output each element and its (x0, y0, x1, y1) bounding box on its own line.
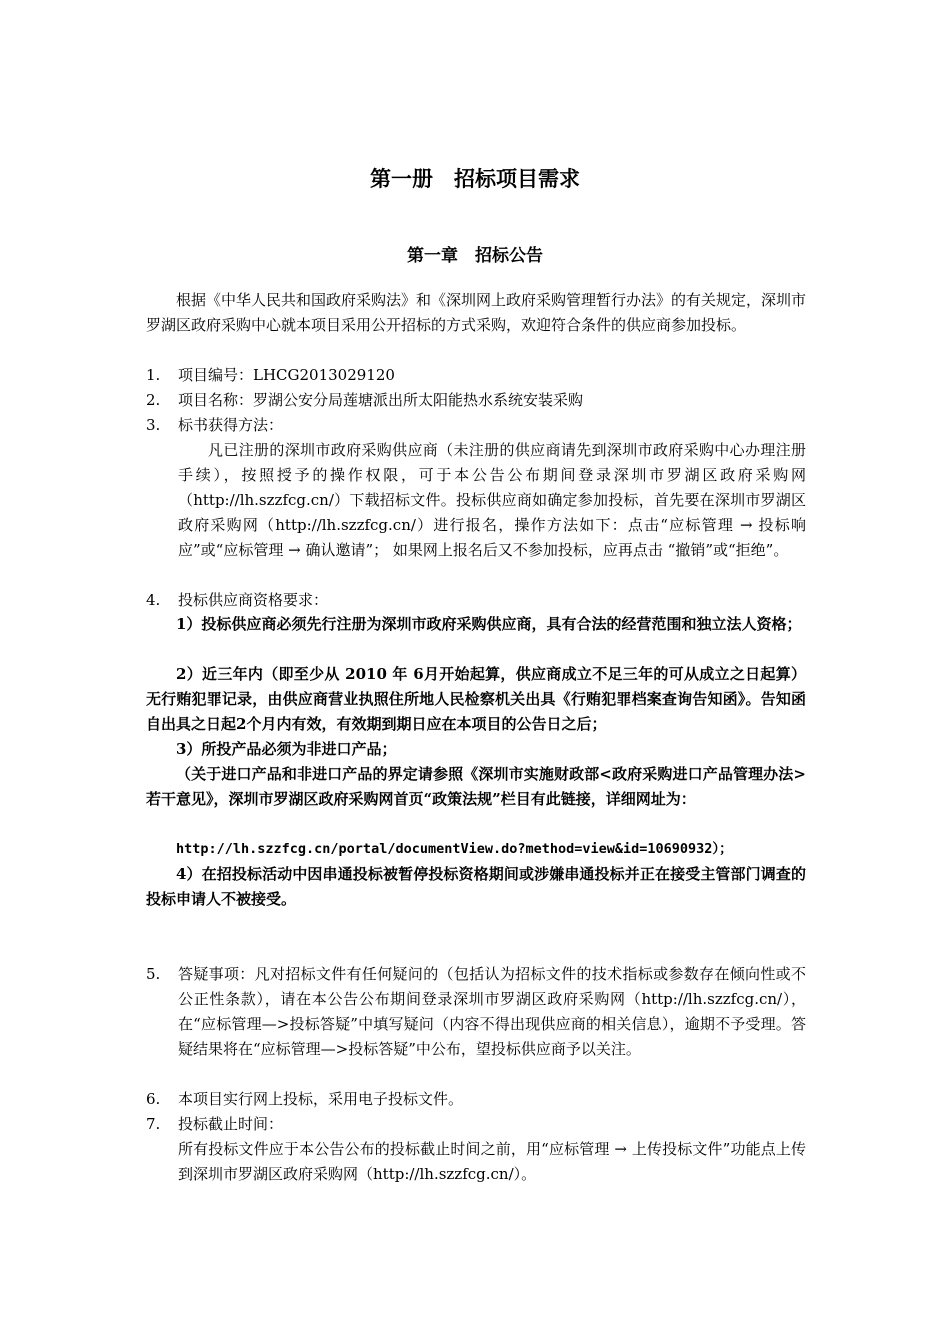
item-number: 5. (146, 965, 161, 983)
item-text: 标书获得方法： (178, 416, 284, 434)
volume-title: 第一册 招标项目需求 (370, 167, 580, 191)
item-7-body: 所有投标文件应于本公告公布的投标截止时间之前，用“应标管理 → 上传投标文件”功能点上传到深圳市罗湖区政府采购网（http://lh.szzfcg.cn/）。 (178, 1140, 806, 1183)
item-text: 本项目实行网上投标，采用电子投标文件。 (178, 1090, 464, 1108)
item-number: 1. (146, 366, 161, 384)
requirement-3: 3）所投产品必须为非进口产品； (176, 740, 397, 758)
requirement-2: 2）近三年内（即至少从 2010 年 6月开始起算，供应商成立不足三年的可从成立之日起算）无行贿犯罪记录，由供应商营业执照住所地人民检察机关出具《行贿犯罪档案查询告知函》。告知函自出具之日起2个月内有效，有效期到期日应在本项目的公告日之后； (146, 665, 806, 733)
item-number: 4. (146, 591, 161, 609)
chapter-title: 第一章 招标公告 (407, 246, 543, 266)
item-number: 7. (146, 1115, 161, 1133)
item-text: 项目编号：LHCG2013029120 (178, 366, 395, 384)
item-number: 2. (146, 391, 161, 409)
item-text: 项目名称：罗湖公安分局莲塘派出所太阳能热水系统安装采购 (178, 391, 584, 409)
intro-paragraph: 根据《中华人民共和国政府采购法》和《深圳网上政府采购管理暂行办法》的有关规定，深圳市罗湖区政府采购中心就本项目采用公开招标的方式采购，欢迎符合条件的供应商参加投标。 (146, 291, 807, 334)
item-text: 投标供应商资格要求： (178, 591, 329, 609)
requirement-1: 1）投标供应商必须先行注册为深圳市政府采购供应商，具有合法的经营范围和独立法人资格； (176, 615, 802, 633)
requirement-4: 4）在招投标活动中因串通投标被暂停投标资格期间或涉嫌串通投标并正在接受主管部门调查的投标申请人不被接受。 (146, 865, 806, 908)
requirement-3-url: http://lh.szzfcg.cn/portal/documentView.do?method=view&id=10690932）； (176, 841, 733, 857)
requirement-3-note: （关于进口产品和非进口产品的界定请参照《深圳市实施财政部<政府采购进口产品管理办法>若干意见》，深圳市罗湖区政府采购网首页“政策法规”栏目有此链接，详细网址为： (146, 765, 806, 808)
item-number: 3. (146, 416, 161, 434)
item-text: 答疑事项：凡对招标文件有任何疑问的（包括认为招标文件的技术指标或参数存在倾向性或不公正性条款），请在本公告公布期间登录深圳市罗湖区政府采购网（http://lh.szzfcg.cn/），在“应标管理—>投标答疑”中填写疑问（内容不得出现供应商的相关信息），逾期不予受理。答疑结果将在“应标管理—>投标答疑”中公布，望投标供应商予以关注。 (178, 965, 806, 1058)
item-3-body: 凡已注册的深圳市政府采购供应商（未注册的供应商请先到深圳市政府采购中心办理注册手续），按照授予的操作权限，可于本公告公布期间登录深圳市罗湖区政府采购网（http://lh.szzfcg.cn/）下载招标文件。投标供应商如确定参加投标，首先要在深圳市罗湖区政府采购网（http://lh.szzfcg.cn/）进行报名，操作方法如下：点击“应标管理 → 投标响应”或“应标管理 → 确认邀请”； 如果网上报名后又不参加投标，应再点击 “撤销”或“拒绝”。 (178, 441, 806, 559)
item-text: 投标截止时间： (178, 1115, 284, 1133)
item-number: 6. (146, 1090, 161, 1108)
